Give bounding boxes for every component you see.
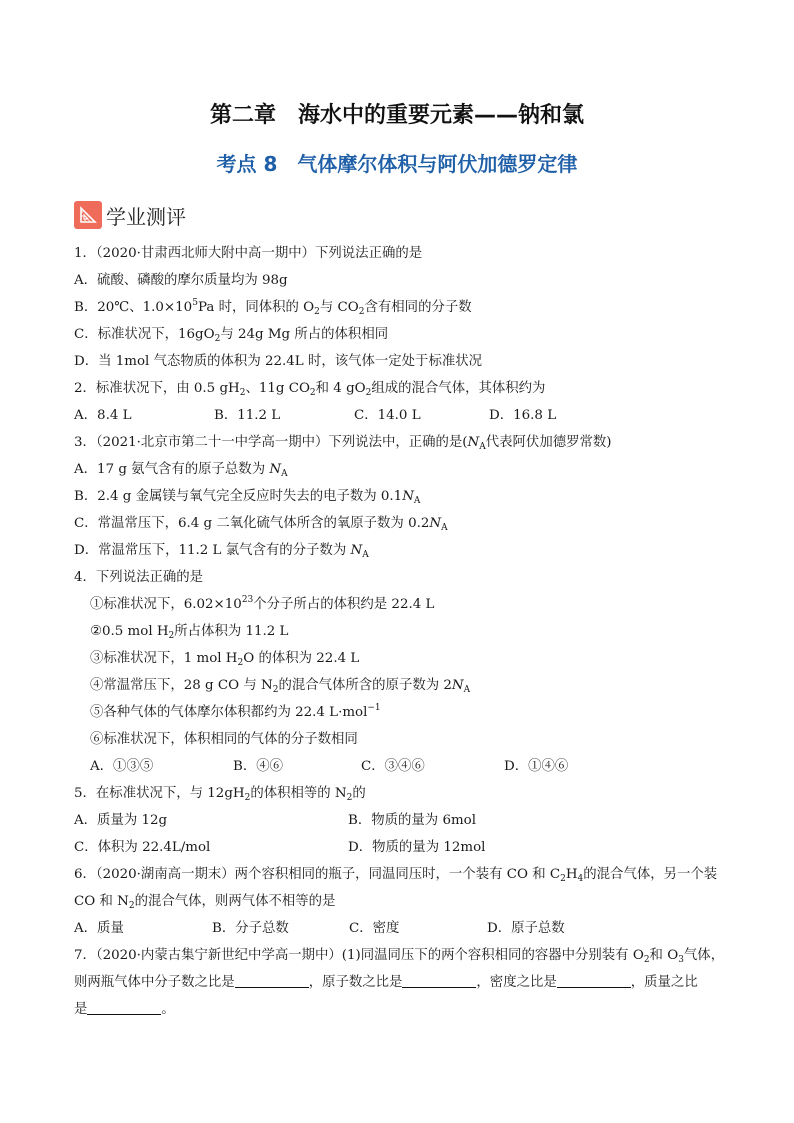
q5-options-row-1: [74, 811, 754, 838]
question-list: [74, 244, 754, 1027]
q3-option-c: C．常温常压下，6.4 g 二氧化硫气体所含的氧原子数为 $0.2N_A$: [74, 516, 448, 533]
q5-option-b: B．物质的量为 6mol: [348, 813, 477, 828]
q4-item-1: ①标准状况下，$6.02\times 10^{23}$个分子所占的体积约是 22.4 L: [90, 595, 435, 612]
q4-option-b: B．④⑥: [233, 759, 284, 774]
q1-option-a: A．硫酸、磷酸的摩尔质量均为 98g: [74, 273, 288, 288]
section-label: 学业测评: [106, 204, 186, 229]
q5-option-d: D．物质的量为 12mol: [348, 840, 486, 855]
q4-options: [74, 757, 754, 784]
q6-option-c: C．密度: [349, 921, 400, 936]
q5-stem: 5．在标准状况下，与 $12gH_2$的体积相等的 $N_2$的: [74, 786, 366, 803]
q6-option-d: D．原子总数: [487, 921, 565, 936]
answer-blank-density-ratio[interactable]: [557, 973, 631, 988]
q6-stem: 6．（2020·湖南高一期末）两个容积相同的瓶子，同温同压时，一个装有 CO 和 $C_2H_4$的混合气体，另一个装: [74, 867, 718, 884]
topic-subtitle: 考点 8 气体摩尔体积与阿伏加德罗定律: [216, 152, 578, 176]
q4-option-c: C．③④⑥: [361, 759, 425, 774]
q1-option-d: D．当 1mol 气态物质的体积为 22.4L 时，该气体一定处于标准状况: [74, 354, 483, 369]
q5-options-row-2: [74, 838, 754, 865]
q2-option-a: A．8.4 L: [74, 408, 132, 423]
q4-item-3: ③标准状况下，1 mol $H_2O$ 的体积为 22.4 L: [90, 651, 360, 668]
q1-stem: 1．（2020·甘肃西北师大附中高一期中）下列说法正确的是: [74, 246, 423, 261]
q4-item-6: ⑥标准状况下，体积相同的气体的分子数相同: [90, 732, 358, 747]
q6-stem-cont: CO 和 $N_2$的混合气体，则两气体不相等的是: [74, 894, 336, 911]
q1-option-c: C．标准状况下，$16gO_2$与 24g Mg 所占的体积相同: [74, 327, 389, 344]
q3-stem: 3．（2021·北京市第二十一中学高一期中）下列说法中，正确的是($N_A$代表阿伏加德罗常数): [74, 435, 612, 452]
ruler-triangle-icon: [74, 201, 102, 229]
q4-item-5: ⑤各种气体的气体摩尔体积都约为 22.4 L·mol$^{-1}$: [90, 703, 381, 720]
q5-option-a: A．质量为 12g: [74, 813, 168, 828]
q2-options: [74, 406, 754, 433]
q2-option-c: C．14.0 L: [354, 408, 421, 423]
q7-blanks-line: 则两瓶气体中分子数之比是 ，原子数之比是 ，密度之比是 ，质量之比: [74, 975, 698, 990]
q5-option-c: C．体积为 22.4L/mol: [74, 840, 211, 855]
q4-stem: 4．下列说法正确的是: [74, 570, 204, 585]
q4-option-d: D．①④⑥: [504, 759, 569, 774]
q6-option-a: A．质量: [74, 921, 124, 936]
chapter-title: 第二章 海水中的重要元素——钠和氯: [209, 103, 584, 128]
answer-blank-atom-ratio[interactable]: [402, 973, 476, 988]
q4-item-4: ④常温常压下，28 g CO 与 $N_2$的混合气体所含的原子数为 $2N_A$: [90, 678, 471, 695]
q2-option-d: D．16.8 L: [489, 408, 557, 423]
q4-option-a: A．①③⑤: [90, 759, 154, 774]
answer-blank-mass-ratio[interactable]: [87, 1000, 161, 1015]
answer-blank-molecule-ratio[interactable]: [235, 973, 309, 988]
q3-option-a: A．17 g 氨气含有的原子总数为 $N_A$: [74, 462, 288, 479]
q6-options: [74, 919, 754, 946]
section-header: [74, 198, 186, 232]
q4-item-2: ②0.5 mol $H_2$所占体积为 11.2 L: [90, 624, 289, 641]
q7-stem: 7．（2020·内蒙古集宁新世纪中学高一期中）(1)同温同压下的两个容积相同的容器中分别装有 $O_2$和 $O_3$气体，: [74, 948, 725, 965]
q2-stem: 2．标准状况下，由 0.5 $gH_2$、11g $CO_2$和 4 $gO_2$组成的混合气体，其体积约为: [74, 381, 546, 398]
q6-option-b: B．分子总数: [212, 921, 289, 936]
q2-option-b: B．11.2 L: [214, 408, 281, 423]
q1-option-b: B．20℃、$1.0\times 10^5Pa$ 时，同体积的 $O_2$与 $CO_2$含有相同的分子数: [74, 298, 472, 317]
q3-option-b: B．2.4 g 金属镁与氧气完全反应时失去的电子数为 $0.1N_A$: [74, 489, 421, 506]
q3-option-d: D．常温常压下，11.2 L 氯气含有的分子数为 $N_A$: [74, 543, 369, 560]
q7-blanks-line-2: 是 。: [74, 1002, 175, 1017]
